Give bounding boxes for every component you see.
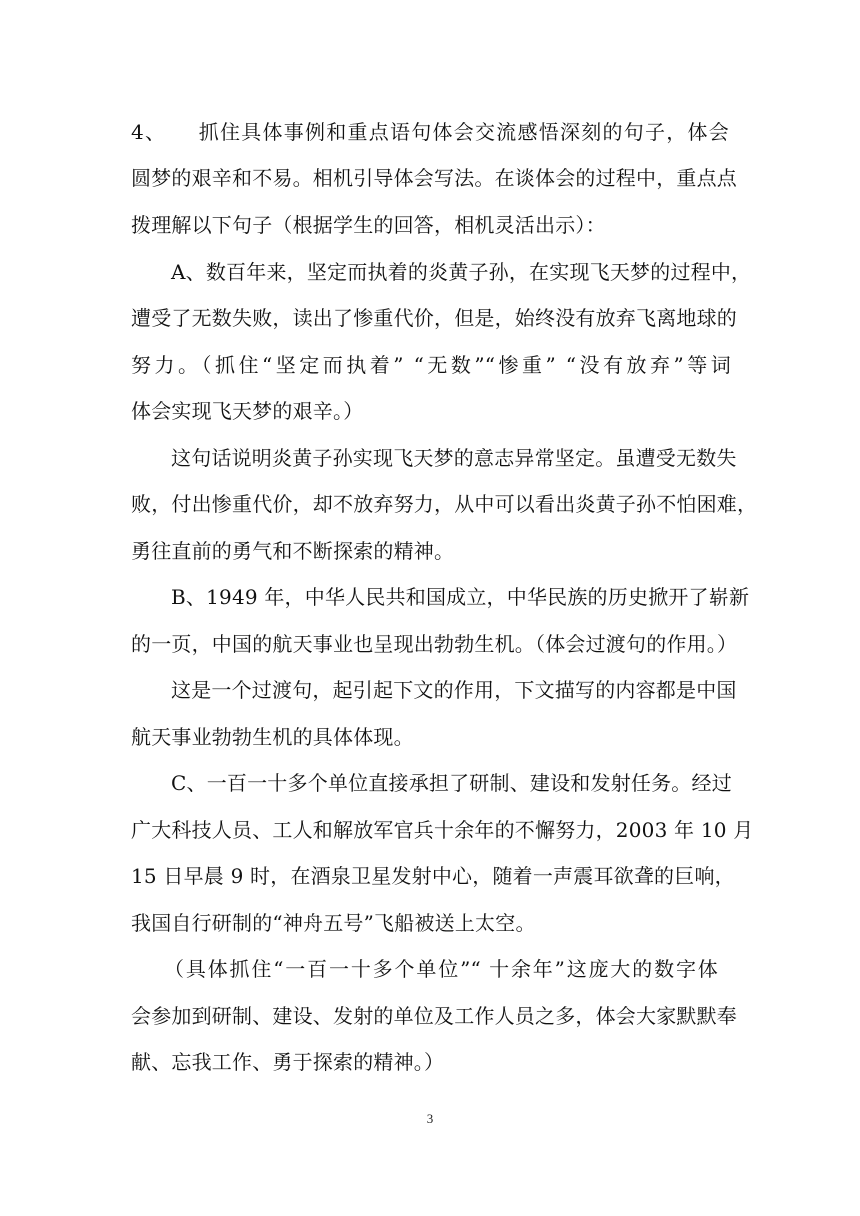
page-number: 3 bbox=[426, 1111, 434, 1126]
paragraph-line: A、数百年来，坚定而执着的炎黄子孙，在实现飞天梦的过程中， bbox=[171, 260, 752, 284]
paragraph-line: 这是一个过渡句，起引起下文的作用，下文描写的内容都是中国 bbox=[171, 678, 737, 702]
paragraph-line: 这句话说明炎黄子孙实现飞天梦的意志异常坚定。虽遭受无数失 bbox=[171, 446, 737, 470]
paragraph-line: 我国自行研制的“神舟五号”飞船被送上太空。 bbox=[131, 911, 536, 935]
paragraph-line: （具体抓住“一百一十多个单位”“ 十余年”这庞大的数字体 bbox=[164, 957, 718, 981]
paragraph-line: 会参加到研制、建设、发射的单位及工作人员之多，体会大家默默奉 bbox=[131, 1004, 737, 1028]
paragraph-line: 广大科技人员、工人和解放军官兵十余年的不懈努力，2003 年 10 月 bbox=[131, 818, 754, 842]
paragraph-line: 遭受了无数失败，读出了惨重代价，但是，始终没有放弃飞离地球的 bbox=[131, 306, 737, 330]
paragraph-line: 献、忘我工作、勇于探索的精神。） bbox=[131, 1050, 445, 1074]
paragraph-line: 圆梦的艰辛和不易。相机引导体会写法。在谈体会的过程中，重点点 bbox=[131, 166, 737, 190]
paragraph-line: 4、 抓住具体事例和重点语句体会交流感悟深刻的句子，体会 bbox=[131, 120, 729, 144]
paragraph-line: 体会实现飞天梦的艰辛。） bbox=[131, 399, 364, 423]
paragraph-line: 航天事业勃勃生机的具体体现。 bbox=[131, 725, 414, 749]
paragraph-line: 15 日早晨 9 时，在酒泉卫星发射中心，随着一声震耳欲聋的巨响， bbox=[131, 864, 735, 888]
paragraph-line: B、1949 年，中华人民共和国成立，中华民族的历史掀开了崭新 bbox=[171, 585, 750, 609]
paragraph-line: 拨理解以下句子（根据学生的回答，相机灵活出示）： bbox=[131, 213, 606, 237]
paragraph-line: 败，付出惨重代价，却不放弃努力，从中可以看出炎黄子孙不怕困难， bbox=[131, 492, 758, 516]
paragraph-line: 努力。（抓住“坚定而执着” “无数”“惨重” “没有放弃”等词 bbox=[131, 353, 731, 377]
paragraph-line: 的一页，中国的航天事业也呈现出勃勃生机。（体会过渡句的作用。） bbox=[131, 632, 738, 656]
paragraph-line: C、一百一十多个单位直接承担了研制、建设和发射任务。经过 bbox=[171, 771, 732, 795]
paragraph-line: 勇往直前的勇气和不断探索的精神。 bbox=[131, 539, 455, 563]
